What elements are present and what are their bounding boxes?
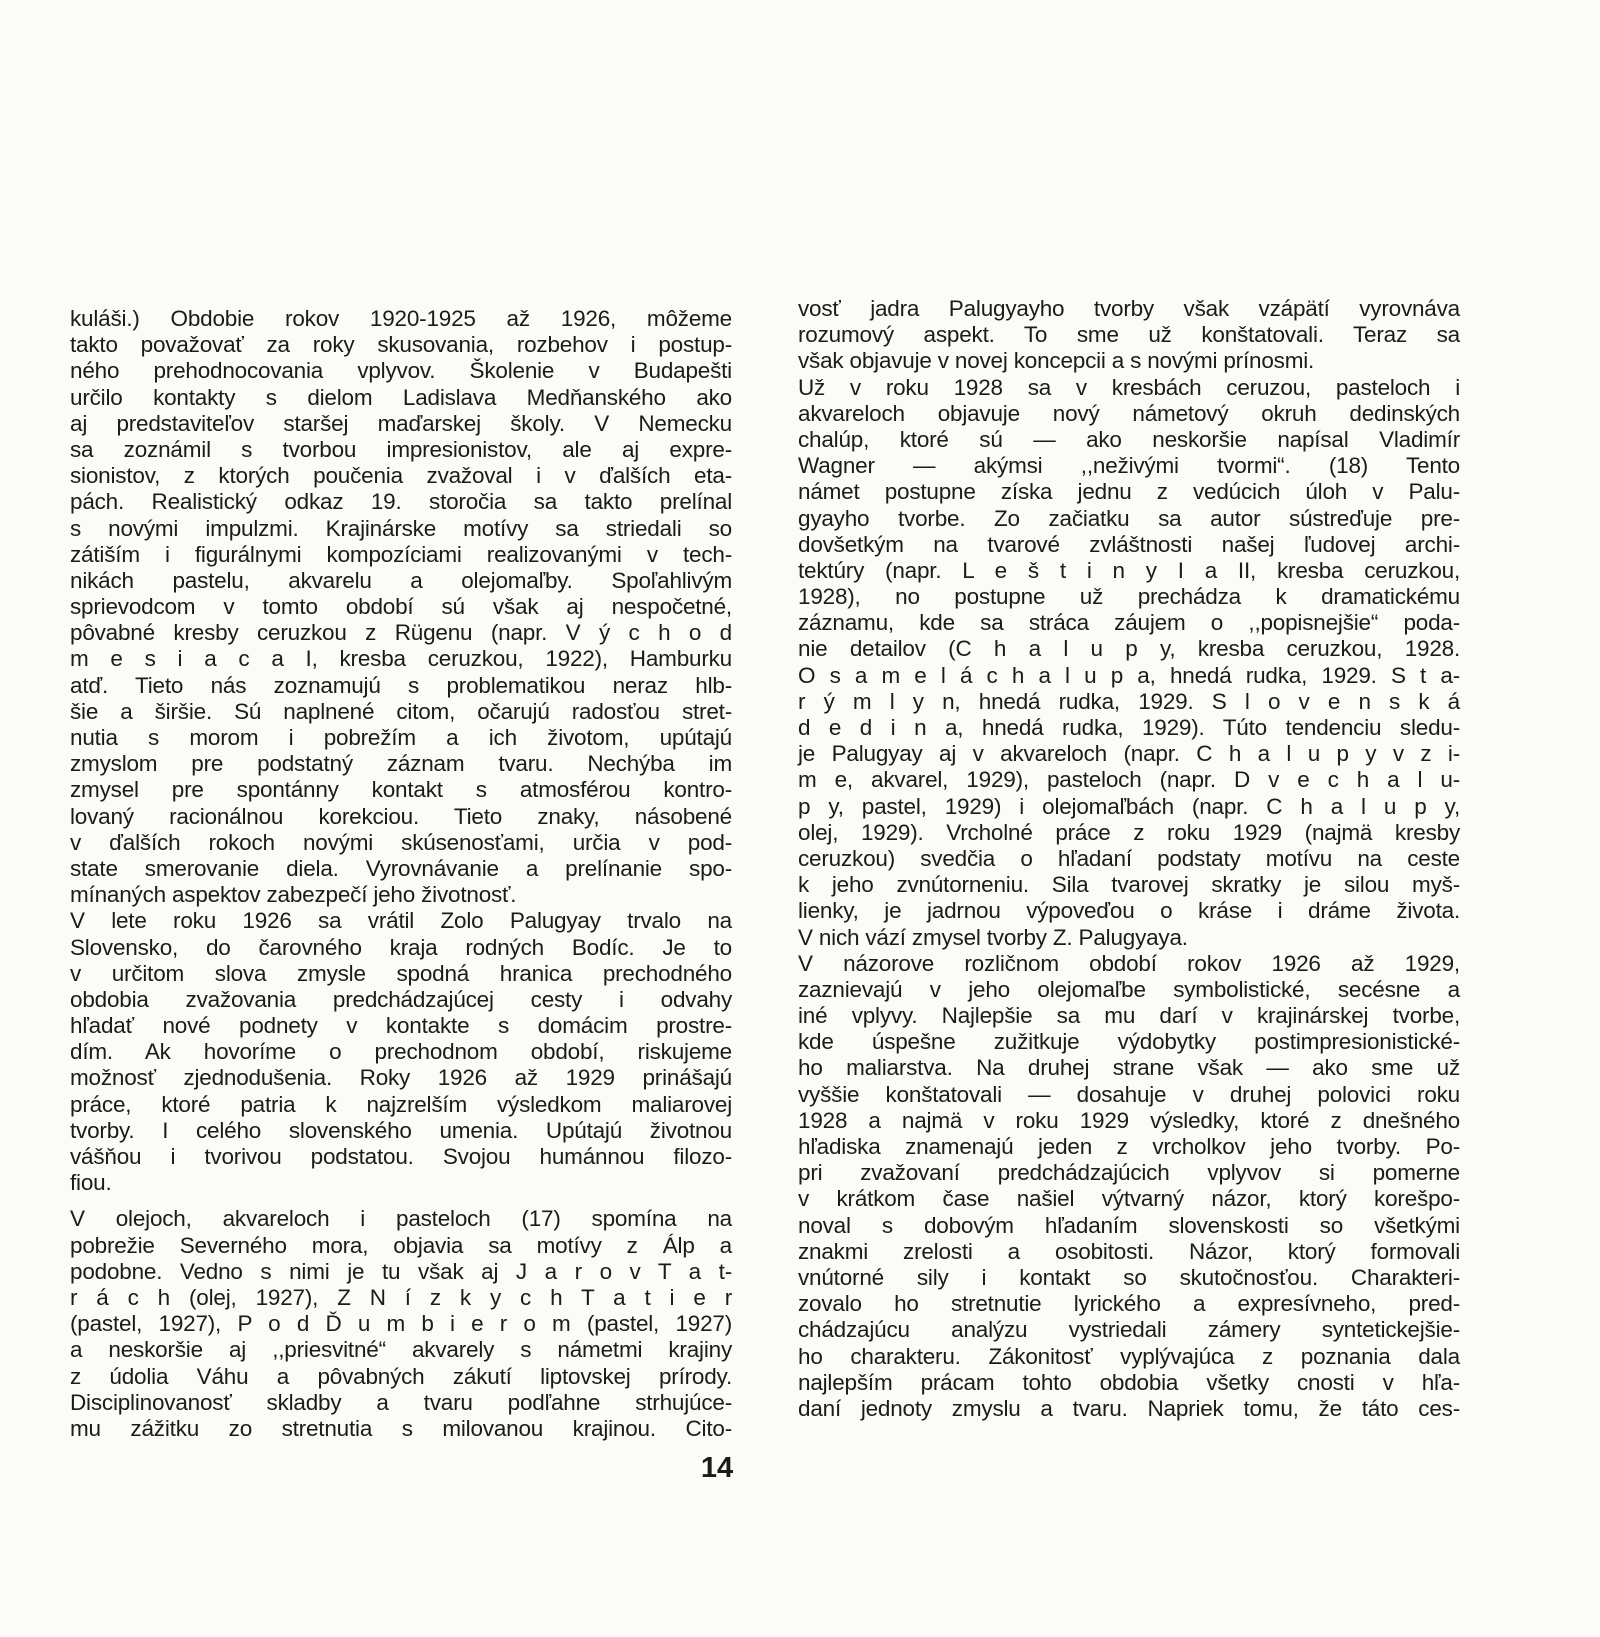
text-line: aj predstaviteľov staršej maďarskej školy. V Nemecku [70,410,732,436]
text-line: znakmi zrelosti a osobitosti. Názor, ktorý formovali [798,1238,1460,1264]
left-text-column [70,306,732,1442]
text-line: k jeho zvnútorneniu. Sila tvarovej skratky je silou myš- [798,872,1460,898]
text-line: ho charakteru. Zákonitosť vyplývajúca z poznania dala [798,1343,1460,1369]
text-line: sprievodcom v tomto období sú však aj nespočetné, [70,594,732,620]
text-line: 1928 a najmä v roku 1929 výsledky, ktoré z dnešného [798,1107,1460,1133]
text-line: Už v roku 1928 sa v kresbách ceruzou, pasteloch i [798,374,1460,400]
text-line: záznamu, kde sa stráca záujem o ,,popisnejšie“ poda- [798,610,1460,636]
text-line: pri zvažovaní predchádzajúcich vplyvov si pomerne [798,1160,1460,1186]
text-line: však objavuje v novej koncepcii a s novými prínosmi. [798,348,1315,374]
text-line: z údolia Váhu a pôvabných zákutí liptovskej prírody. [70,1363,732,1389]
text-line: s novými impulzmi. Krajinárske motívy sa striedali so [70,515,732,541]
text-line: nikách pastelu, akvarelu a olejomaľby. Spoľahlivým [70,567,732,593]
text-line: rozumový aspekt. To sme už konštatovali. Teraz sa [798,322,1460,348]
text-line: kuláši.) Obdobie rokov 1920-1925 až 1926, môžeme [70,306,732,331]
text-line: mínaných aspektov zabezpečí jeho životnosť. [70,882,517,908]
text-line: podobne. Vedno s nimi je tu však aj J a r o v T a t- [70,1258,732,1284]
text-line: mu zážitku zo stretnutia s milovanou krajinou. Cito- [70,1415,732,1441]
text-line: chádzajúcu analýzu vystriedali zámery syntetickejšie- [798,1317,1460,1343]
text-line: pobrežie Severného mora, objavia sa motívy z Álp a [70,1232,732,1258]
right-text-column [798,296,1460,1422]
text-line: chalúp, ktoré sú — ako neskoršie napísal Vladimír [798,426,1460,452]
text-line: zmysel pre spontánny kontakt s atmosférou kontro- [70,777,732,803]
text-line: V lete roku 1926 sa vrátil Zolo Palugyay trvalo na [70,908,732,934]
text-line: vyššie konštatovali — dosahuje v druhej polovici roku [798,1081,1460,1107]
text-line: r ý m l y n, hnedá rudka, 1929. S l o v e n s k á [798,688,1460,714]
text-line: Slovensko, do čarovného kraja rodných Bodíc. Je to [70,934,732,960]
text-line: v krátkom čase našiel výtvarný názor, ktorý korešpo- [798,1186,1460,1212]
text-line: najlepším prácam tohto obdobia všetky cnosti v hľa- [798,1369,1460,1395]
text-line: fiou. [70,1170,112,1196]
text-line: v určitom slova zmysle spodná hranica prechodného [70,960,732,986]
text-line: tektúry (napr. L e š t i n y I a II, kresba ceruzkou, [798,557,1460,583]
text-line: V olejoch, akvareloch i pasteloch (17) spomína na [70,1206,732,1232]
text-line: vášňou i tvorivou podstatou. Svojou humánnou filozo- [70,1144,732,1169]
text-line: noval s dobovým hľadaním slovenskosti so všetkými [798,1212,1460,1238]
text-line: Wagner — akýmsi ,,neživými tvormi“. (18) Tento [798,453,1460,479]
text-line: p y, pastel, 1929) i olejomaľbách (napr. C h a l u p y, [798,793,1460,819]
text-line: iné vplyvy. Najlepšie sa mu darí v krajinárskej tvorbe, [798,1003,1460,1029]
text-line: olej, 1929). Vrcholné práce z roku 1929 (najmä kresby [798,819,1460,845]
text-line: dím. Ak hovoríme o prechodnom období, riskujeme [70,1039,732,1065]
text-line: 1928), no postupne už prechádza k dramatickému [798,584,1460,610]
text-line: ho maliarstva. Na druhej strane však — ako sme už [798,1055,1460,1081]
text-line: určilo kontakty s dielom Ladislava Medňanského ako [70,384,732,410]
text-line: gyayho tvorbe. Zo začiatku sa autor sústreďuje pre- [798,505,1460,531]
text-line: lienky, je jadrnou výpoveďou o kráse i dráme života. [798,898,1460,924]
text-line: dovšetkým na tvarové zvláštnosti našej ľudovej archi- [798,531,1460,557]
text-line: obdobia zvažovania predchádzajúcej cesty i odvahy [70,986,732,1012]
text-line: tvorby. I celého slovenského umenia. Upútajú životnou [70,1117,732,1143]
text-line: sa zoznámil s tvorbou impresionistov, ale aj expre- [70,436,732,462]
text-line: v ďalších rokoch novými skúsenosťami, určia v pod- [70,829,732,855]
text-line: šie a širšie. Sú naplnené citom, očarujú radosťou stret- [70,698,732,724]
text-line: m e, akvarel, 1929), pasteloch (napr. D v e c h a l u- [798,767,1460,793]
text-line: je Palugyay aj v akvareloch (napr. C h a l u p y v z i- [798,741,1460,767]
text-line: (pastel, 1927), P o d Ď u m b i e r o m (pastel, 1927) [70,1311,732,1337]
text-line: ného prehodnocovania vplyvov. Školenie v Budapešti [70,358,732,384]
text-line: ceruzkou) svedčia o hľadaní podstaty motívu na ceste [798,845,1460,871]
text-line: d e d i n a, hnedá rudka, 1929). Túto tendenciu sledu- [798,715,1460,740]
text-line: zaznievajú v jeho olejomaľbe symbolistické, secésne a [798,976,1460,1002]
text-line: zovalo ho stretnutie lyrického a expresívneho, pred- [798,1291,1460,1317]
text-line: state smerovanie diela. Vyrovnávanie a prelínanie spo- [70,855,732,881]
text-line: akvareloch objavuje nový námetový okruh dedinských [798,400,1460,426]
text-line: vosť jadra Palugyayho tvorby však vzápätí vyrovnáva [798,296,1460,321]
text-line: nutia s morom i pobrežím a ich životom, upútajú [70,725,732,750]
text-line: a neskoršie aj ,,priesvitné“ akvarely s námetmi krajiny [70,1337,732,1363]
page-number: 14 [700,1452,734,1484]
text-line: sionistov, z ktorých poučenia zvažoval i v ďalších eta- [70,463,732,489]
text-line: lovaný racionálnou korekciou. Tieto znaky, násobené [70,803,732,829]
text-line: zmyslom pre podstatný záznam tvaru. Nechýba im [70,751,732,777]
text-line: V nich vází zmysel tvorby Z. Palugyaya. [798,924,1188,950]
text-line: nie detailov (C h a l u p y, kresba ceruzkou, 1928. [798,636,1460,662]
text-line: takto považovať za roky skusovania, rozbehov i postup- [70,332,732,358]
text-line: r á c h (olej, 1927), Z N í z k y c h T a t i e r [70,1284,732,1310]
text-line: pôvabné kresby ceruzkou z Rügenu (napr. V ý c h o d [70,620,732,646]
text-line: možnosť zjednodušenia. Roky 1926 až 1929 prinášajú [70,1065,732,1091]
text-line: V názorove rozličnom období rokov 1926 až 1929, [798,950,1460,976]
text-line: Disciplinovanosť skladby a tvaru podľahne strhujúce- [70,1389,732,1415]
text-line: atď. Tieto nás zoznamujú s problematikou neraz hlb- [70,672,732,698]
text-line: O s a m e l á c h a l u p a, hnedá rudka, 1929. S t a- [798,662,1460,688]
text-line: zátiším i figurálnymi kompozíciami realizovanými v tech- [70,541,732,567]
text-line: kde úspešne zužitkuje výdobytky postimpresionistické- [798,1029,1460,1055]
text-line: hľadiska znamenajú jeden z vrcholkov jeho tvorby. Po- [798,1134,1460,1159]
text-line: práce, ktoré patria k najzrelším výsledkom maliarovej [70,1091,732,1117]
text-line: pách. Realistický odkaz 19. storočia sa takto prelínal [70,489,732,515]
text-line: námet postupne získa jednu z vedúcich úloh v Palu- [798,479,1460,505]
text-line: vnútorné sily i kontakt so skutočnosťou. Charakteri- [798,1264,1460,1290]
text-line: m e s i a c a I, kresba ceruzkou, 1922), Hamburku [70,646,732,672]
text-line: hľadať nové podnety v kontakte s domácim prostre- [70,1013,732,1039]
text-line: daní jednoty zmyslu a tvaru. Napriek tomu, že táto ces- [798,1395,1460,1421]
